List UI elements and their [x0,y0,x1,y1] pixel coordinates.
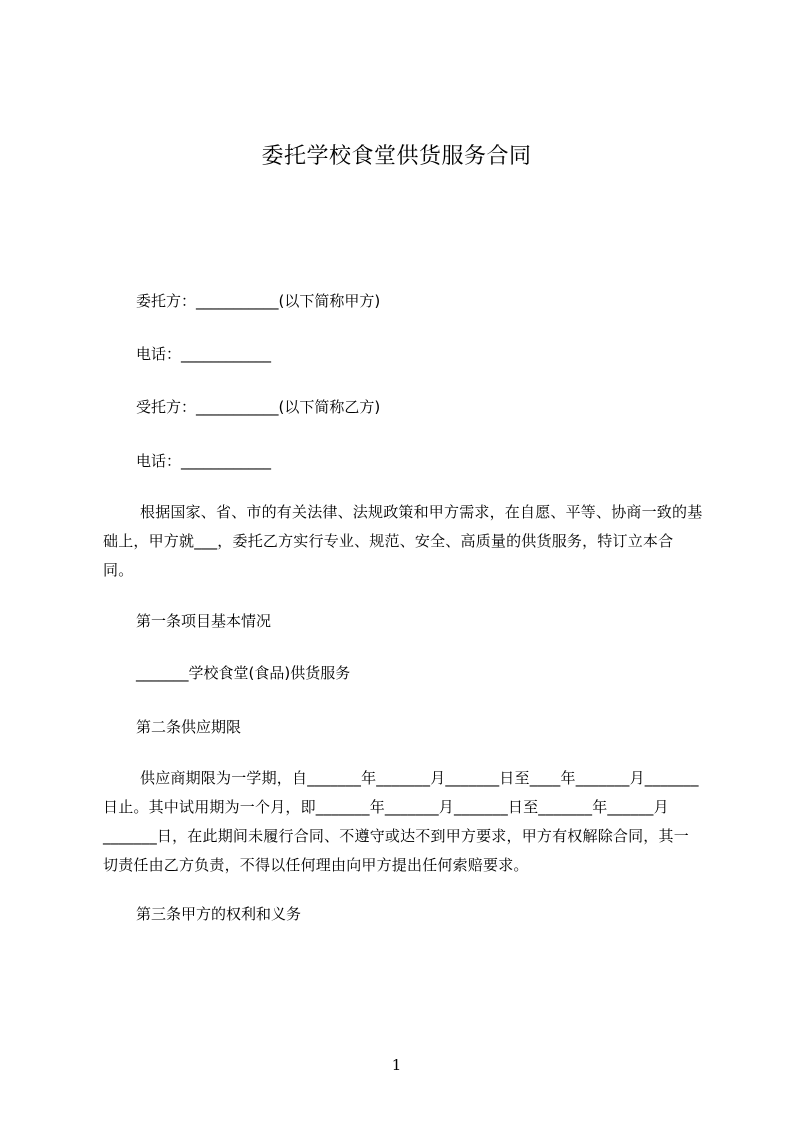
contractor-line: 受托方：___________(以下简称乙方) [136,398,381,416]
article2-heading: 第二条供应期限 [136,718,242,736]
intro-paragraph: 根据国家、省、市的有关法律、法规政策和甲方需求，在自愿、平等、协商一致的基础上，甲方就___，委托乙方实行专业、规范、安全、高质量的供货服务，特订立本合同。 [103,503,703,579]
page-number: 1 [391,1056,402,1074]
contractor-phone-line: 电话：____________ [136,452,272,470]
article3-heading: 第三条甲方的权利和义务 [136,905,302,923]
client-line: 委托方：___________(以下简称甲方) [136,292,381,310]
client-phone-line: 电话：____________ [136,345,272,363]
article1-heading: 第一条项目基本情况 [136,612,272,630]
article2-body: 供应商期限为一学期，自_______年_______月_______日至____年_______月_______日止。其中试用期为一个月，即_______年_______月_______日至_______年______月_______日，在此期间未履行合同、不遵守或达不到甲方要求，甲方有权解除合同，其一切责任由乙方负责，不得以任何理由向甲方提出任何索赔要求。 [103,769,699,874]
article1-body: _______学校食堂(食品)供货服务 [136,664,351,682]
document-title: 委托学校食堂供货服务合同 [261,144,532,169]
